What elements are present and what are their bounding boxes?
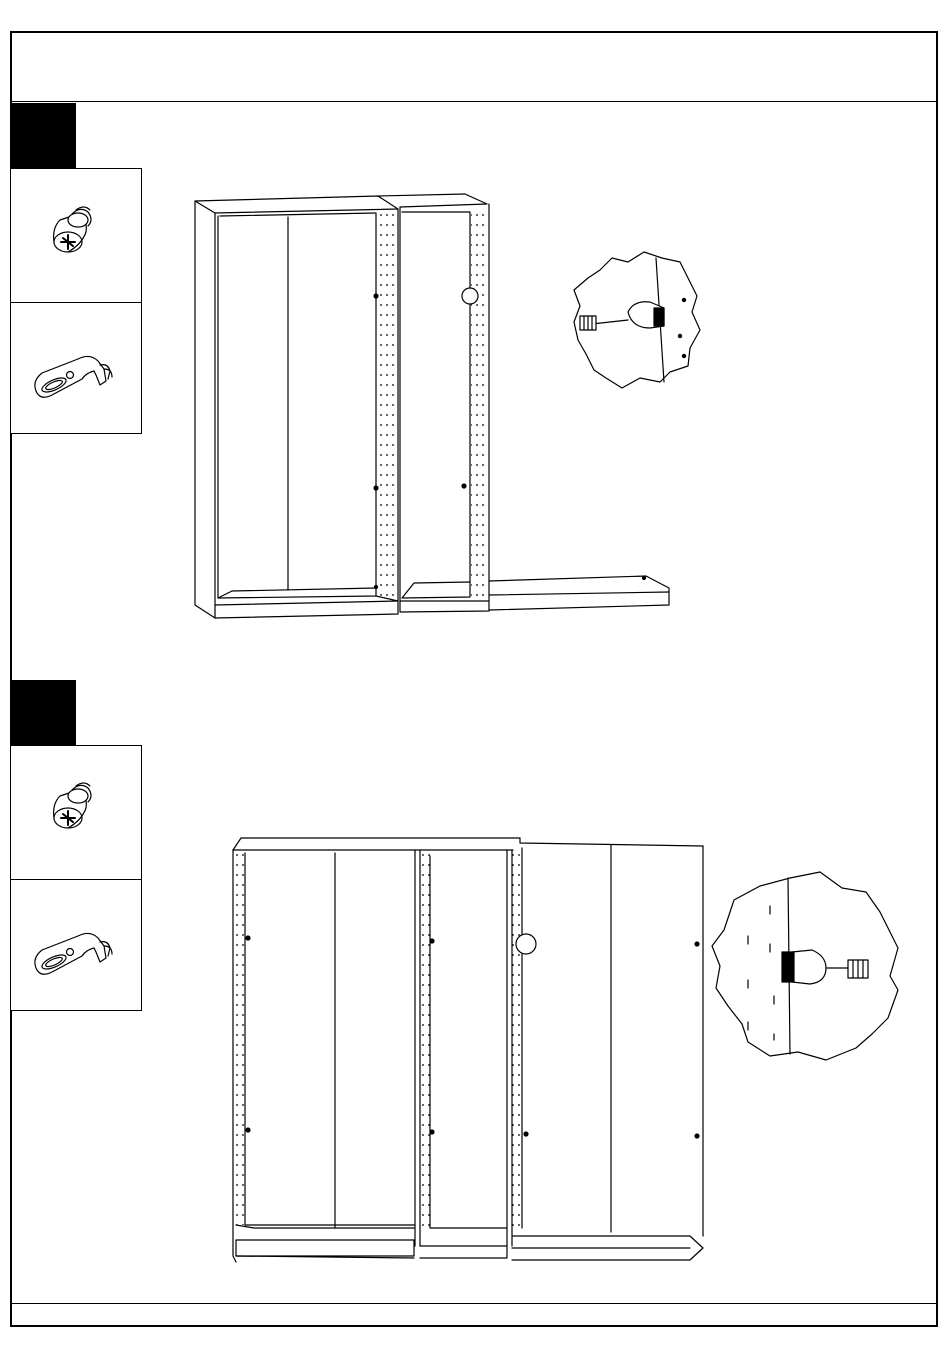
cam-dowel-icon: [54, 783, 91, 828]
shelf-bracket-icon: [35, 356, 112, 397]
step-2-detail-callout: [712, 872, 898, 1060]
step-1-detail-callout: [574, 252, 700, 388]
cam-dowel-icon: [54, 207, 91, 252]
shelf-bracket-icon: [35, 933, 112, 974]
step-2-wardrobe-frames: [233, 838, 703, 1262]
step-1-wardrobe-frames: [195, 194, 669, 618]
